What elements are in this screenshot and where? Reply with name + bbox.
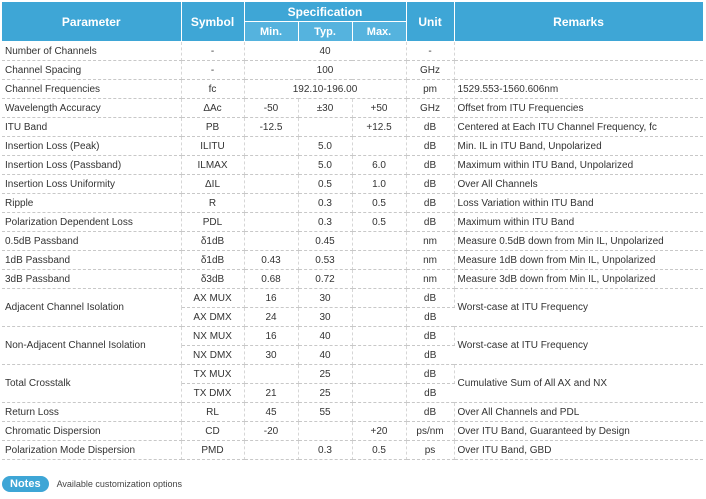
min-cell: 16 xyxy=(244,289,298,308)
typ-cell: 40 xyxy=(244,42,406,61)
header-max: Max. xyxy=(352,22,406,42)
typ-cell xyxy=(298,118,352,137)
table-row xyxy=(2,99,703,118)
table-row xyxy=(2,422,703,441)
remark-cell: Measure 3dB down from Min IL, Unpolarized xyxy=(454,270,703,289)
remark-cell xyxy=(454,61,703,80)
remark-cell: Offset from ITU Frequencies xyxy=(454,99,703,118)
parameter-cell: Return Loss xyxy=(2,403,181,422)
table-row xyxy=(2,365,703,384)
parameter-cell: Non-Adjacent Channel Isolation xyxy=(2,327,181,365)
max-cell xyxy=(352,403,406,422)
typ-cell: 0.3 xyxy=(298,194,352,213)
symbol-cell: RL xyxy=(181,403,244,422)
parameter-cell: Insertion Loss Uniformity xyxy=(2,175,181,194)
remark-cell: Over All Channels xyxy=(454,175,703,194)
unit-cell: dB xyxy=(406,118,454,137)
table-row xyxy=(2,80,703,99)
max-cell: +12.5 xyxy=(352,118,406,137)
table-row xyxy=(2,137,703,156)
symbol-cell: - xyxy=(181,42,244,61)
typ-cell: 40 xyxy=(298,346,352,365)
table-row xyxy=(2,441,703,460)
unit-cell: dB xyxy=(406,194,454,213)
symbol-cell: PDL xyxy=(181,213,244,232)
symbol-cell: ILMAX xyxy=(181,156,244,175)
parameter-cell: Insertion Loss (Peak) xyxy=(2,137,181,156)
max-cell: 0.5 xyxy=(352,194,406,213)
table-row xyxy=(2,327,703,346)
symbol-cell: PMD xyxy=(181,441,244,460)
typ-cell: 25 xyxy=(298,384,352,403)
unit-cell: dB xyxy=(406,308,454,327)
typ-cell: 0.53 xyxy=(298,251,352,270)
unit-cell: nm xyxy=(406,270,454,289)
symbol-cell: TX MUX xyxy=(181,365,244,384)
notes-badge: Notes xyxy=(2,476,49,492)
remark-cell: Over All Channels and PDL xyxy=(454,403,703,422)
parameter-cell: Number of Channels xyxy=(2,42,181,61)
header-specification: Specification xyxy=(244,2,406,22)
remark-cell: Over ITU Band, GBD xyxy=(454,441,703,460)
header-symbol: Symbol xyxy=(181,2,244,42)
symbol-cell: TX DMX xyxy=(181,384,244,403)
max-cell xyxy=(352,346,406,365)
min-cell xyxy=(244,441,298,460)
typ-cell: 5.0 xyxy=(298,156,352,175)
min-cell xyxy=(244,137,298,156)
symbol-cell: NX DMX xyxy=(181,346,244,365)
remark-cell: 1529.553-1560.606nm xyxy=(454,80,703,99)
table-row xyxy=(2,213,703,232)
unit-cell: GHz xyxy=(406,61,454,80)
remark-cell: Loss Variation within ITU Band xyxy=(454,194,703,213)
unit-cell: nm xyxy=(406,232,454,251)
symbol-cell: fc xyxy=(181,80,244,99)
max-cell xyxy=(352,232,406,251)
max-cell xyxy=(352,137,406,156)
remark-cell: Over ITU Band, Guaranteed by Design xyxy=(454,422,703,441)
symbol-cell: ILITU xyxy=(181,137,244,156)
symbol-cell: δ1dB xyxy=(181,251,244,270)
spec-table-container xyxy=(2,2,703,460)
unit-cell: ps/nm xyxy=(406,422,454,441)
parameter-cell: Polarization Mode Dispersion xyxy=(2,441,181,460)
typ-cell: 0.45 xyxy=(298,232,352,251)
typ-cell: 192.10-196.00 xyxy=(244,80,406,99)
table-row xyxy=(2,118,703,137)
parameter-cell: Channel Frequencies xyxy=(2,80,181,99)
unit-cell: dB xyxy=(406,327,454,346)
min-cell: -12.5 xyxy=(244,118,298,137)
min-cell xyxy=(244,156,298,175)
max-cell xyxy=(352,365,406,384)
typ-cell: 25 xyxy=(298,365,352,384)
max-cell: 6.0 xyxy=(352,156,406,175)
remark-cell: Cumulative Sum of All AX and NX xyxy=(454,365,703,403)
parameter-cell: Ripple xyxy=(2,194,181,213)
unit-cell: dB xyxy=(406,213,454,232)
min-cell: 24 xyxy=(244,308,298,327)
min-cell xyxy=(244,194,298,213)
symbol-cell: AX MUX xyxy=(181,289,244,308)
unit-cell: dB xyxy=(406,365,454,384)
min-cell: 30 xyxy=(244,346,298,365)
unit-cell: dB xyxy=(406,384,454,403)
typ-cell: 55 xyxy=(298,403,352,422)
max-cell xyxy=(352,384,406,403)
min-cell xyxy=(244,365,298,384)
parameter-cell: Insertion Loss (Passband) xyxy=(2,156,181,175)
min-cell: 45 xyxy=(244,403,298,422)
unit-cell: nm xyxy=(406,251,454,270)
typ-cell: 5.0 xyxy=(298,137,352,156)
typ-cell: 0.5 xyxy=(298,175,352,194)
table-row xyxy=(2,194,703,213)
typ-cell: 100 xyxy=(244,61,406,80)
max-cell: 0.5 xyxy=(352,441,406,460)
header-typ: Typ. xyxy=(298,22,352,42)
max-cell xyxy=(352,308,406,327)
max-cell xyxy=(352,251,406,270)
unit-cell: dB xyxy=(406,289,454,308)
remark-cell: Worst-case at ITU Frequency xyxy=(454,289,703,327)
table-row xyxy=(2,403,703,422)
parameter-cell: 0.5dB Passband xyxy=(2,232,181,251)
header-unit: Unit xyxy=(406,2,454,42)
typ-cell: 0.72 xyxy=(298,270,352,289)
parameter-cell: Total Crosstalk xyxy=(2,365,181,403)
header-min: Min. xyxy=(244,22,298,42)
max-cell xyxy=(352,289,406,308)
min-cell: -20 xyxy=(244,422,298,441)
typ-cell: 30 xyxy=(298,289,352,308)
table-row xyxy=(2,42,703,61)
parameter-cell: 1dB Passband xyxy=(2,251,181,270)
unit-cell: dB xyxy=(406,137,454,156)
unit-cell: dB xyxy=(406,403,454,422)
symbol-cell: - xyxy=(181,61,244,80)
max-cell: +20 xyxy=(352,422,406,441)
typ-cell: ±30 xyxy=(298,99,352,118)
min-cell: 21 xyxy=(244,384,298,403)
typ-cell xyxy=(298,422,352,441)
table-row xyxy=(2,61,703,80)
table-row xyxy=(2,232,703,251)
min-cell xyxy=(244,232,298,251)
typ-cell: 30 xyxy=(298,308,352,327)
remark-cell: Centered at Each ITU Channel Frequency, fc xyxy=(454,118,703,137)
max-cell: 1.0 xyxy=(352,175,406,194)
table-body xyxy=(2,42,703,460)
remark-cell: Measure 0.5dB down from Min IL, Unpolarized xyxy=(454,232,703,251)
min-cell: 0.68 xyxy=(244,270,298,289)
symbol-cell: CD xyxy=(181,422,244,441)
symbol-cell: ΔIL xyxy=(181,175,244,194)
unit-cell: ps xyxy=(406,441,454,460)
min-cell: -50 xyxy=(244,99,298,118)
parameter-cell: ITU Band xyxy=(2,118,181,137)
symbol-cell: δ3dB xyxy=(181,270,244,289)
unit-cell: dB xyxy=(406,175,454,194)
parameter-cell: 3dB Passband xyxy=(2,270,181,289)
notes-section xyxy=(2,476,182,492)
symbol-cell: AX DMX xyxy=(181,308,244,327)
parameter-cell: Wavelength Accuracy xyxy=(2,99,181,118)
max-cell: 0.5 xyxy=(352,213,406,232)
specification-table xyxy=(2,2,704,460)
symbol-cell: R xyxy=(181,194,244,213)
max-cell: +50 xyxy=(352,99,406,118)
remark-cell: Maximum within ITU Band xyxy=(454,213,703,232)
max-cell xyxy=(352,270,406,289)
symbol-cell: δ1dB xyxy=(181,232,244,251)
min-cell xyxy=(244,213,298,232)
remark-cell: Min. IL in ITU Band, Unpolarized xyxy=(454,137,703,156)
remark-cell: Maximum within ITU Band, Unpolarized xyxy=(454,156,703,175)
notes-text: Available customization options xyxy=(56,479,182,489)
table-row xyxy=(2,175,703,194)
parameter-cell: Polarization Dependent Loss xyxy=(2,213,181,232)
header-parameter: Parameter xyxy=(2,2,181,42)
unit-cell: pm xyxy=(406,80,454,99)
min-cell xyxy=(244,175,298,194)
symbol-cell: NX MUX xyxy=(181,327,244,346)
remark-cell xyxy=(454,42,703,61)
parameter-cell: Chromatic Dispersion xyxy=(2,422,181,441)
table-row xyxy=(2,289,703,308)
remark-cell: Worst-case at ITU Frequency xyxy=(454,327,703,365)
unit-cell: dB xyxy=(406,156,454,175)
symbol-cell: PB xyxy=(181,118,244,137)
table-row xyxy=(2,270,703,289)
table-row xyxy=(2,156,703,175)
unit-cell: GHz xyxy=(406,99,454,118)
header-remarks: Remarks xyxy=(454,2,703,42)
typ-cell: 0.3 xyxy=(298,213,352,232)
typ-cell: 0.3 xyxy=(298,441,352,460)
min-cell: 16 xyxy=(244,327,298,346)
table-row xyxy=(2,251,703,270)
parameter-cell: Channel Spacing xyxy=(2,61,181,80)
max-cell xyxy=(352,327,406,346)
unit-cell: - xyxy=(406,42,454,61)
typ-cell: 40 xyxy=(298,327,352,346)
unit-cell: dB xyxy=(406,346,454,365)
symbol-cell: ΔAc xyxy=(181,99,244,118)
remark-cell: Measure 1dB down from Min IL, Unpolarized xyxy=(454,251,703,270)
parameter-cell: Adjacent Channel Isolation xyxy=(2,289,181,327)
min-cell: 0.43 xyxy=(244,251,298,270)
